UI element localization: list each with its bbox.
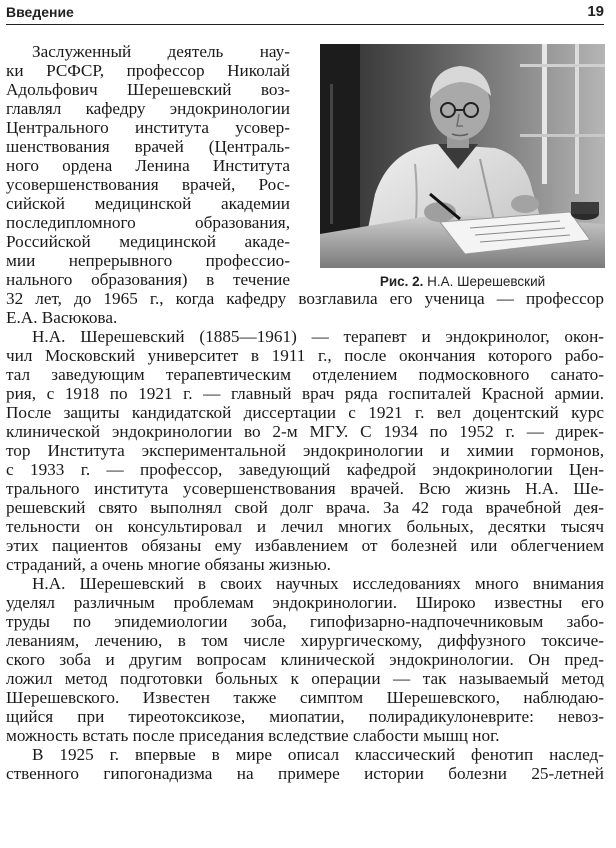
text-line: 32 лет, до 1965 г., когда кафедру возглавила его ученица — профессор [6, 289, 604, 308]
page-number: 19 [587, 3, 604, 20]
text-line: трального института усовершенствования врачей. Всю жизнь Н.А. Ше- [6, 479, 604, 498]
text-line: страданий, а очень многие обязаны жизнью. [6, 555, 331, 574]
text-line: ложил метод подготовки больных к операции — так называемый метод [6, 669, 604, 688]
text-line: уделял различным проблемам эндокринологии. Широко известны его [6, 593, 604, 612]
text-line: этих пациентов обязаны ему избавлением от болезней или облегчением [6, 536, 604, 555]
text-line: Шерешевского. Известен также симптом Шерешевского, наблюдаю- [6, 688, 604, 707]
text-line: труды по эпидемиологии зоба, гипофизарно-надпочечниковым забо- [6, 612, 604, 631]
text-line: ского зоба и другим вопросам клинической эндокринологии. Он пред- [6, 650, 604, 669]
text-line: мии непрерывного профессио- [6, 251, 290, 270]
running-header [6, 2, 604, 25]
text-line: Н.А. Шерешевский в своих научных исследованиях много внимания [32, 574, 604, 593]
text-line: Заслуженный деятель нау- [32, 42, 290, 61]
text-line: сийской медицинской академии [6, 194, 290, 213]
text-line: чил Московский университет в 1911 г., после окончания которого рабо- [6, 346, 604, 365]
text-line: Н.А. Шерешевский (1885—1961) — терапевт и эндокринолог, окон- [32, 327, 604, 346]
text-line: После защиты кандидатской диссертации с 1921 г. вел доцентский курс [6, 403, 604, 422]
text-line: Центрального института усовер- [6, 118, 290, 137]
section-title: Введение [6, 4, 74, 20]
text-line: можность встать после приседания вследствие слабости мышц ног. [6, 726, 500, 745]
text-line: ного ордена Ленина Института [6, 156, 290, 175]
text-line: усовершенствования врачей, Рос- [6, 175, 290, 194]
text-line: главлял кафедру эндокринологии [6, 99, 290, 118]
text-line: В 1925 г. впервые в мире описал классический фенотип наслед- [32, 745, 604, 764]
text-line: решевский свято выполнял свой долг врача. За 42 года врачебной дея- [6, 498, 604, 517]
text-line: Адольфович Шерешевский воз- [6, 80, 290, 99]
text-line: тал заведующим терапевтическим отделением подмосковного санато- [6, 365, 604, 384]
text-line: ки РСФСР, профессор Николай [6, 61, 290, 80]
text-line: клинической эндокринологии во 2-м МГУ. С 1934 по 1952 г. — дирек- [6, 422, 604, 441]
text-line: тор Института экспериментальной эндокринологии и химии гормонов, [6, 441, 604, 460]
portrait-photo [320, 44, 605, 268]
text-line: Российской медицинской акаде- [6, 232, 290, 251]
text-line: Е.А. Васюкова. [6, 308, 118, 327]
text-line: ственного гипогонадизма на примере истории болезни 25-летней [6, 764, 604, 783]
figure-2 [320, 44, 605, 294]
text-line: с 1933 г. — профессор, заведующий кафедрой эндокринологии Цен- [6, 460, 604, 479]
text-line: тельности он консультировал и лечил многих больных, десятки тысяч [6, 517, 604, 536]
caption-text: Н.А. Шерешевский [427, 274, 546, 289]
figure-caption [320, 274, 605, 289]
text-line: нального образования) в течение [6, 270, 290, 289]
text-line: леваниям, лечению, в том числе хирургическому, диффузного токсиче- [6, 631, 604, 650]
text-line: шенствования врачей (Централь- [6, 137, 290, 156]
caption-label: Рис. 2. [379, 274, 424, 289]
text-line: щийся при тиреотоксикозе, миопатии, полирадикулоневрите: невоз- [6, 707, 604, 726]
text-line: последипломного образования, [6, 213, 290, 232]
text-line: рия, с 1918 по 1921 г. — главный врач ряда госпиталей Красной армии. [6, 384, 604, 403]
